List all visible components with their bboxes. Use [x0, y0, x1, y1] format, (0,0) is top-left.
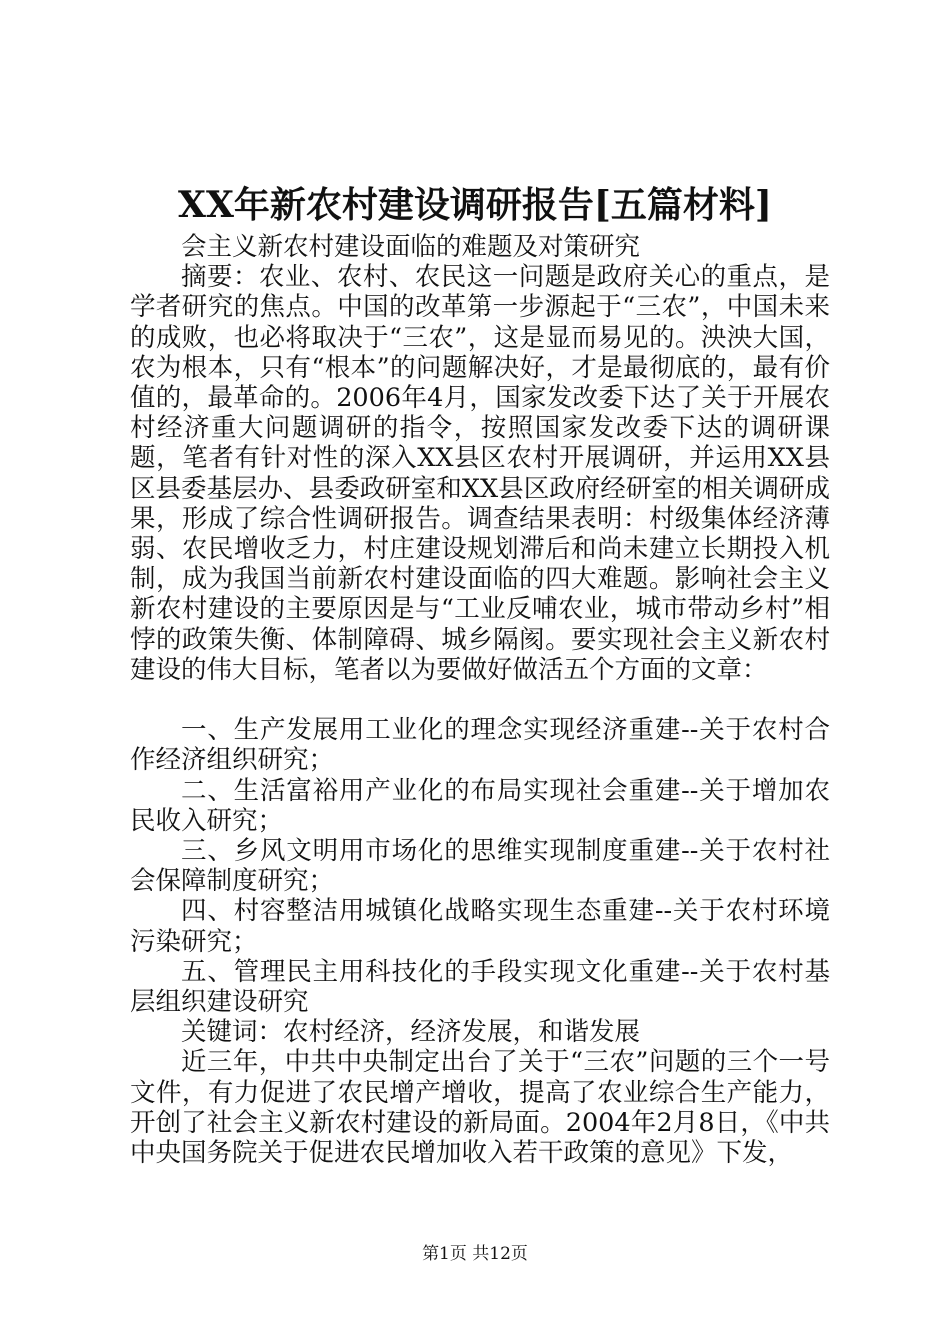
paragraph-spacer: [130, 685, 830, 715]
abstract-paragraph: 摘要：农业、农村、农民这一问题是政府关心的重点，是学者研究的焦点。中国的改革第一步源起于“三农”，中国未来的成败，也必将取决于“三农”，这是显而易见的。泱泱大国，农为根本，只有“根本”的问题解决好，才是最彻底的，最有价值的，最革命的。2006年4月，国家发改委下达了关于开展农村经济重大问题调研的指令，按照国家发改委下达的调研课题，笔者有针对性的深入XX县区农村开展调研，并运用XX县区县委基层办、县委政研室和XX县区政府经研室的相关调研成果，形成了综合性调研报告。调查结果表明：村级集体经济薄弱、农民增收乏力，村庄建设规划滞后和尚未建立长期投入机制，成为我国当前新农村建设面临的四大难题。影响社会主义新农村建设的主要原因是与“工业反哺农业，城市带动乡村”相悖的政策失衡、体制障碍、城乡隔阂。要实现社会主义新农村建设的伟大目标，笔者以为要做好做活五个方面的文章：: [130, 262, 830, 685]
page-footer: 第1页 共12页: [422, 1244, 528, 1264]
intro-paragraph: 近三年，中共中央制定出台了关于“三农”问题的三个一号文件，有力促进了农民增产增收，提高了农业综合生产能力，开创了社会主义新农村建设的新局面。2004年2月8日，《中共中央国务院关于促进农民增加收入若干政策的意见》下发，: [130, 1047, 830, 1169]
subtitle-paragraph: 会主义新农村建设面临的难题及对策研究: [181, 232, 641, 262]
list-item-5: 五、管理民主用科技化的手段实现文化重建--关于农村基层组织建设研究: [130, 956, 830, 1018]
list-item-3: 三、乡风文明用市场化的思维实现制度重建--关于农村社会保障制度研究；: [130, 836, 830, 897]
list-item-4: 四、村容整洁用城镇化战略实现生态重建--关于农村环境污染研究；: [130, 896, 830, 957]
document-body: [130, 232, 830, 1168]
document-title: XX年新农村建设调研报告[五篇材料]: [178, 184, 772, 226]
list-item-1: 一、生产发展用工业化的理念实现经济重建--关于农村合作经济组织研究；: [130, 715, 830, 776]
list-item-2: 二、生活富裕用产业化的布局实现社会重建--关于增加农民收入研究；: [130, 775, 830, 836]
keywords-paragraph: 关键词：农村经济，经济发展，和谐发展: [181, 1017, 641, 1048]
